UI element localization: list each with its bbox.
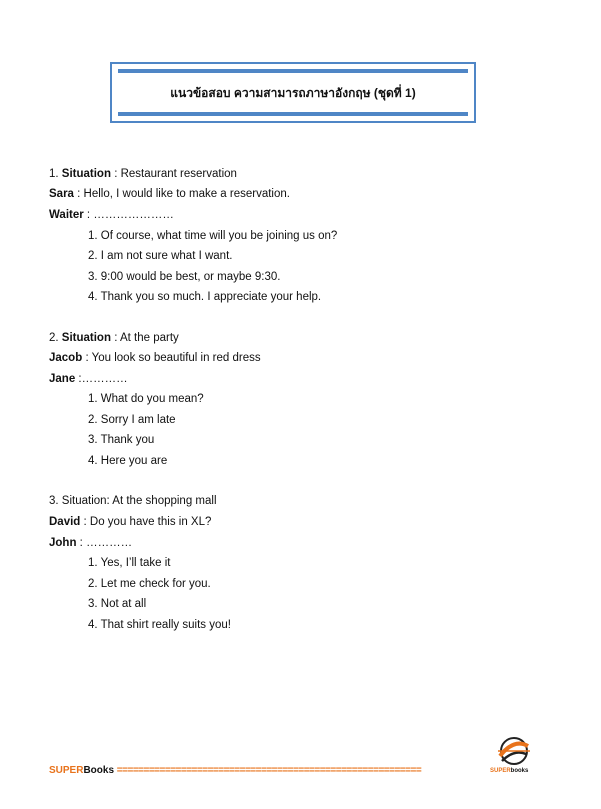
question-number: 3.: [49, 495, 59, 507]
question-1-option-2: 2. I am not sure what I want.: [88, 250, 233, 262]
title-box: [110, 62, 476, 123]
situation-label: Situation: [61, 332, 111, 344]
speaker-line: : You look so beautiful in red dress: [82, 352, 261, 364]
question-2-option-3: 3. Thank you: [88, 434, 155, 446]
footer-rule: =========================================================: [116, 765, 422, 776]
footer-brand-super: SUPER: [49, 765, 84, 776]
speaker-name: Jacob: [49, 352, 83, 364]
question-1-speaker1: [49, 188, 290, 200]
answer-blank: : …………: [76, 537, 133, 549]
question-2-speaker1: [49, 352, 261, 364]
speaker-line: : Do you have this in XL?: [80, 516, 212, 528]
question-1-situation: [49, 168, 237, 180]
question-1-option-3: 3. 9:00 would be best, or maybe 9:30.: [88, 271, 281, 283]
speaker-name: Jane: [49, 373, 76, 385]
situation-label: Situation: At the shopping mall: [61, 495, 217, 507]
situation-text: : At the party: [111, 332, 179, 344]
question-1-option-4: 4. Thank you so much. I appreciate your help.: [88, 291, 322, 303]
footer-brand: [49, 765, 421, 776]
question-3-speaker1: [49, 516, 211, 528]
question-3-option-3: 3. Not at all: [88, 598, 147, 610]
situation-text: : Restaurant reservation: [111, 168, 237, 180]
answer-blank: :…………: [75, 373, 128, 385]
question-3-option-1: 1. Yes, I’ll take it: [88, 557, 171, 569]
speaker-name: David: [49, 516, 81, 528]
footer-brand-books: Books: [83, 765, 115, 776]
situation-label: Situation: [61, 168, 111, 180]
answer-blank: : …………………: [83, 209, 174, 221]
title-top-bar: [118, 69, 468, 73]
question-3-speaker2: [49, 537, 132, 549]
speaker-name: Waiter: [49, 209, 84, 221]
question-2-option-1: 1. What do you mean?: [88, 393, 204, 405]
title-bottom-bar: [118, 112, 468, 116]
question-3-situation: [49, 495, 217, 507]
speaker-name: John: [49, 537, 77, 549]
question-2-option-4: 4. Here you are: [88, 455, 168, 467]
speaker-name: Sara: [49, 188, 74, 200]
question-3-option-4: 4. That shirt really suits you!: [88, 619, 231, 631]
question-1-option-1: 1. Of course, what time will you be joining us on?: [88, 230, 338, 242]
question-number: 1.: [49, 168, 59, 180]
page-title: แนวข้อสอบ ความสามารถภาษาอังกฤษ (ชุดที่ 1): [170, 86, 416, 100]
speaker-line: : Hello, I would like to make a reservation.: [73, 188, 290, 200]
question-2-situation: [49, 332, 179, 344]
question-2-option-2: 2. Sorry I am late: [88, 414, 176, 426]
question-3-option-2: 2. Let me check for you.: [88, 578, 211, 590]
logo-books: books: [510, 768, 529, 774]
logo-super: SUPER: [490, 768, 511, 774]
question-number: 2.: [49, 332, 59, 344]
question-1-speaker2: [49, 209, 174, 221]
logo-wordmark: [490, 768, 528, 774]
question-2-speaker2: [49, 373, 128, 385]
